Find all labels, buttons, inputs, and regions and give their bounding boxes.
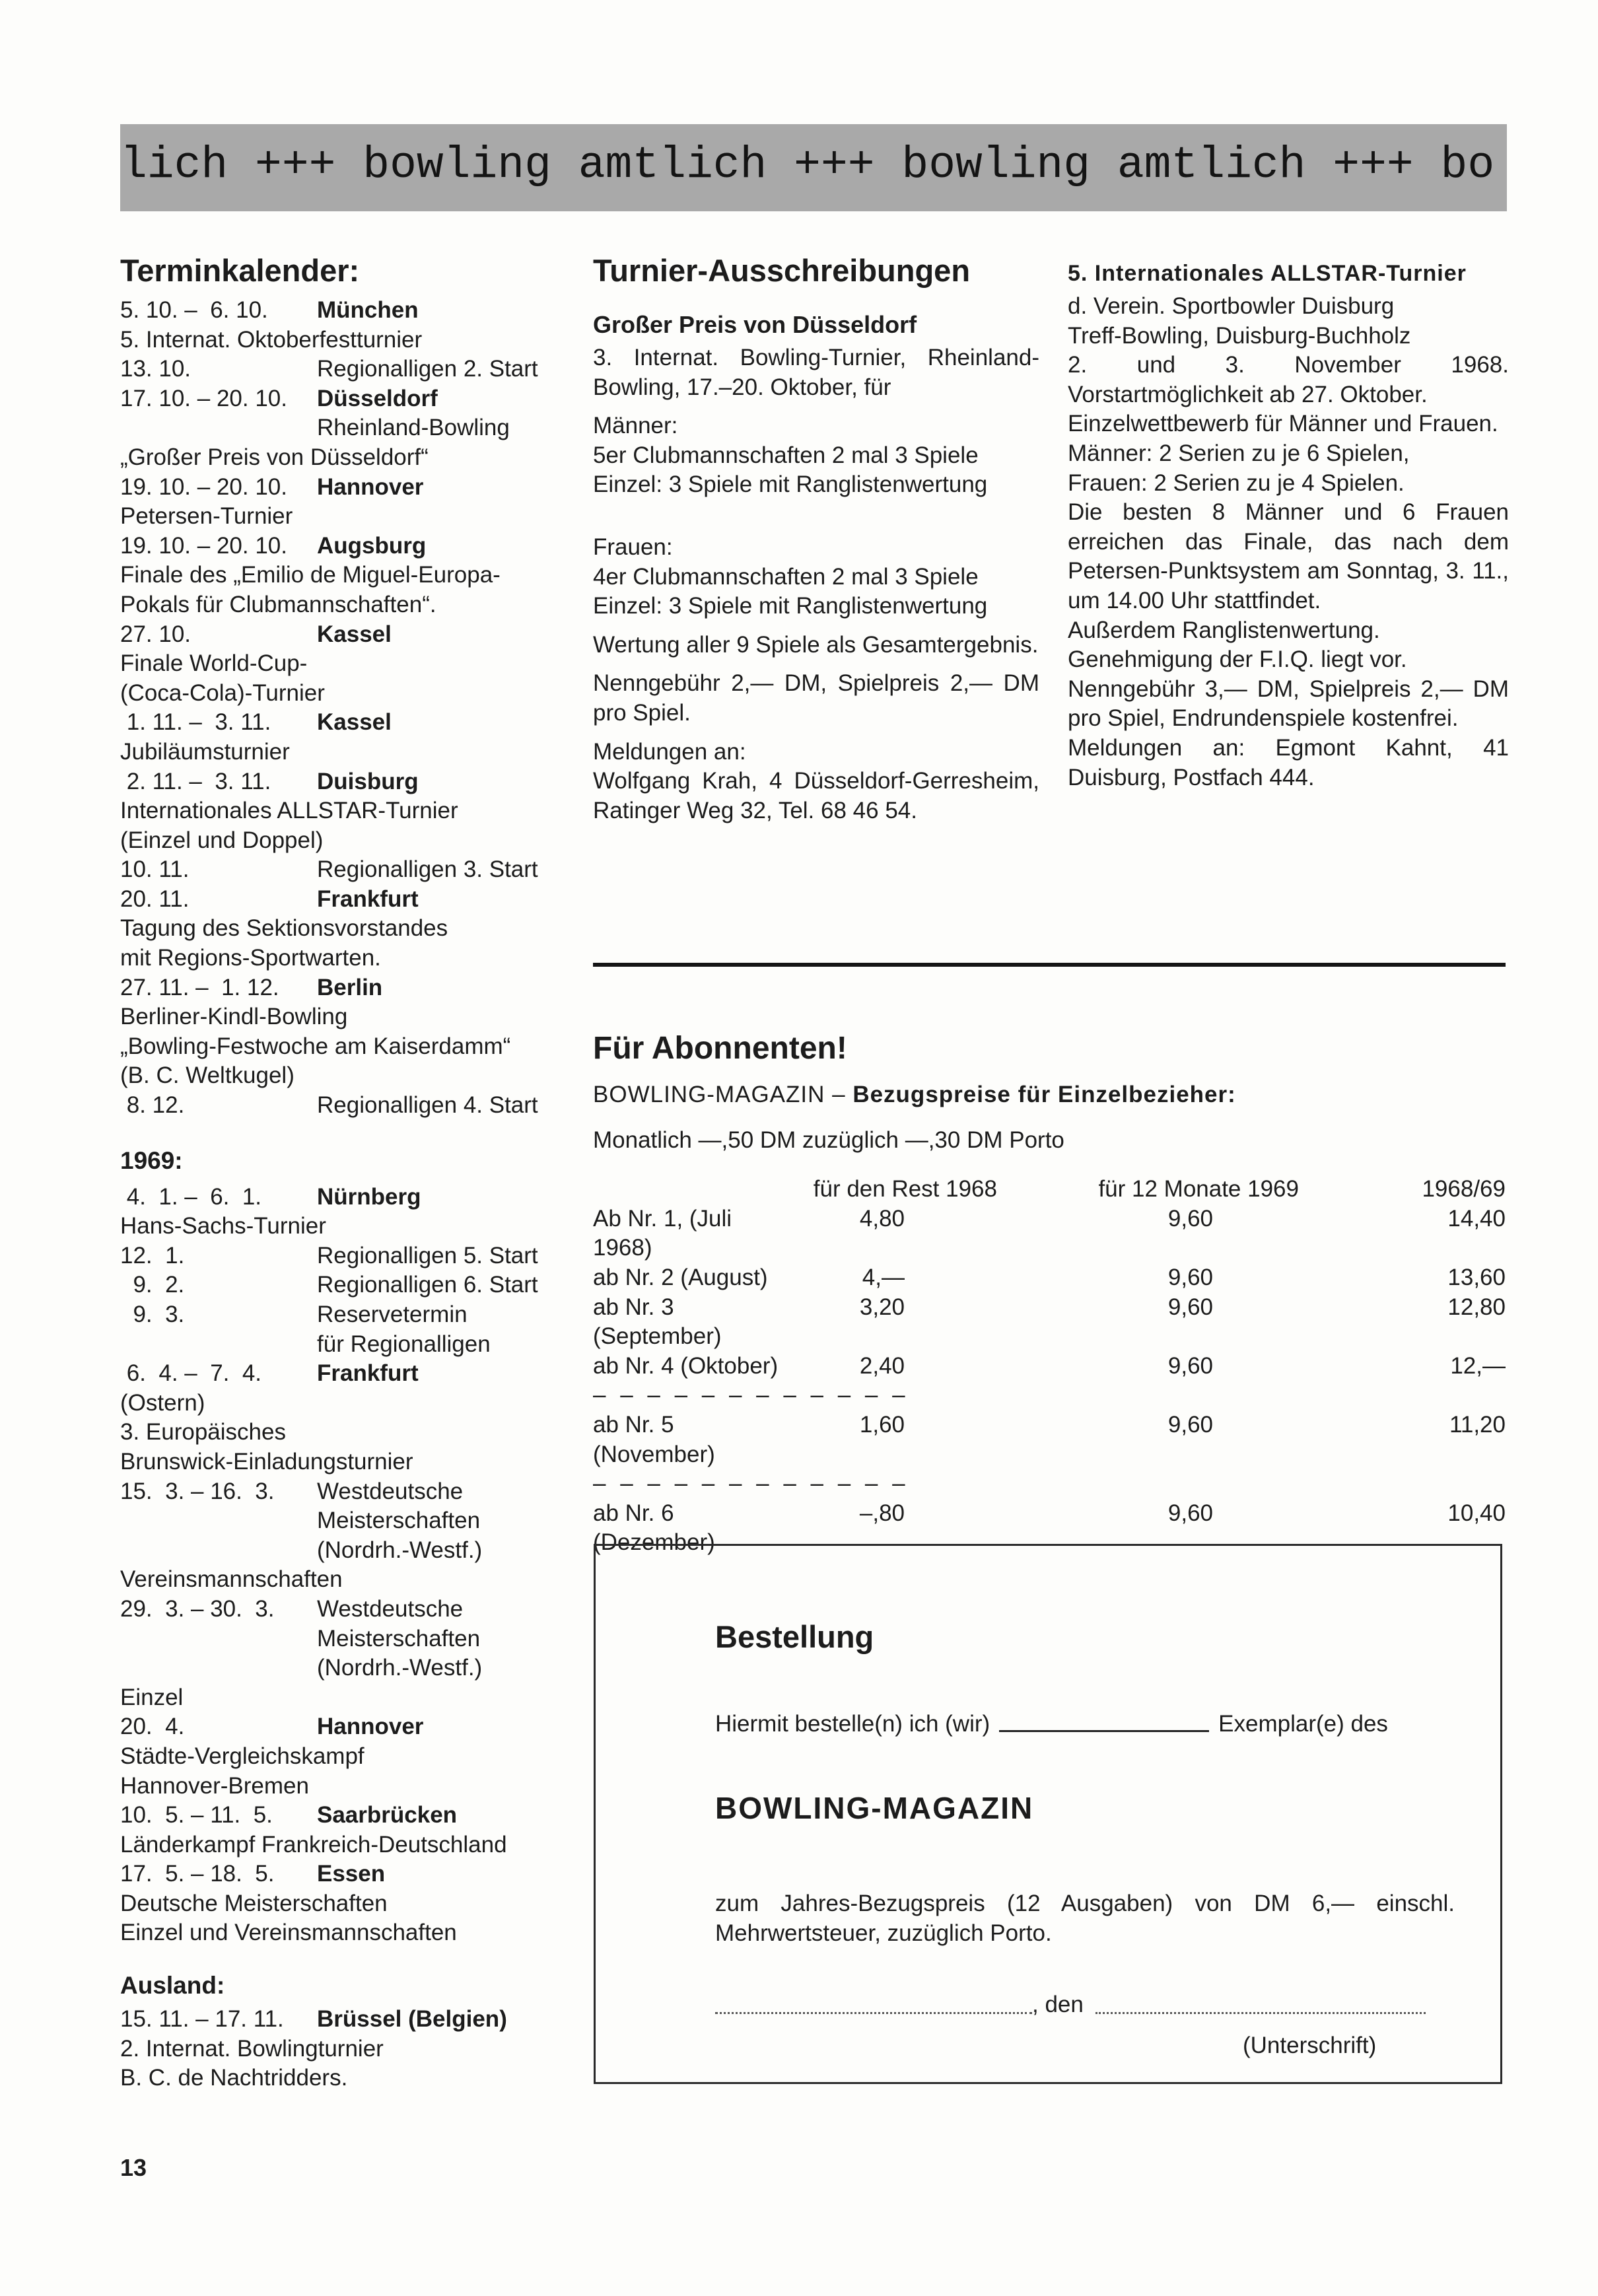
price-header-row: [593, 1175, 1506, 1204]
allstar-line: Frauen: 2 Serien zu je 4 Spielen.: [1068, 470, 1405, 496]
allstar-line: Die besten 8 Männer und 6 Frauen erreichen das Finale, das nach dem Petersen-Punktsystem am Sonntag, 3. 11., um 14.00 Uhr stattfindet.: [1068, 499, 1509, 613]
event-row: [120, 973, 569, 1003]
allstar-line: d. Verein. Sportbowler Duisburg: [1068, 293, 1395, 319]
event-date: 15. 11. – 17. 11.: [120, 2006, 284, 2033]
event-date: 20. 4.: [120, 1714, 185, 1740]
event-detail: Deutsche Meisterschaften: [120, 1890, 388, 1916]
event-place: Saarbrücken: [317, 1802, 458, 1828]
event-detail: Städte-Vergleichskampf: [120, 1743, 365, 1769]
price-cell-label: ab Nr. 2 (August): [593, 1264, 768, 1290]
event-detail: Petersen-Turnier: [120, 503, 293, 530]
event-date: 17. 10. – 20. 10.: [120, 385, 287, 411]
ausschreibungen-column: [593, 251, 1039, 825]
price-cell-total: 11,20: [1449, 1411, 1506, 1438]
event-date: 17. 5. – 18. 5.: [120, 1861, 275, 1887]
event-place: Frankfurt: [317, 886, 419, 912]
event-place: Essen: [317, 1861, 386, 1887]
order-terms: zum Jahres-Bezugspreis (12 Ausgaben) von DM 6,— einschl. Mehrwertsteuer, zuzüglich Porto.: [715, 1891, 1455, 1946]
event-date: 4. 1. – 6. 1.: [120, 1183, 262, 1210]
event-detail: Meisterschaften: [317, 1508, 481, 1534]
event-place: Frankfurt: [317, 1360, 419, 1387]
events-1969-list: [120, 1183, 569, 1948]
event-date: 15. 3. – 16. 3.: [120, 1478, 275, 1504]
event-row: [120, 1712, 569, 1742]
event-date: 27. 11. – 1. 12.: [120, 974, 279, 1000]
frauen-label: Frauen:: [593, 534, 673, 560]
event-row: [120, 1801, 569, 1830]
allstar-line: 2. und 3. November 1968. Vorstartmöglichkeit ab 27. Oktober.: [1068, 352, 1509, 407]
event-detail: Meisterschaften: [317, 1625, 481, 1652]
event-description: Reservetermin: [317, 1302, 468, 1327]
event-date: 29. 3. – 30. 3.: [120, 1595, 275, 1622]
event-date: 12. 1.: [120, 1242, 185, 1269]
signature-row: [715, 1992, 1426, 2018]
price-separator-row: [593, 1381, 1506, 1410]
allstar-line: Außerdem Ranglistenwertung.: [1068, 617, 1380, 643]
price-cell-label: ab Nr. 5 (November): [593, 1411, 715, 1467]
allstar-line: Genehmigung der F.I.Q. liegt vor.: [1068, 646, 1407, 673]
event-row: [120, 1183, 569, 1212]
event-row: [120, 1477, 569, 1507]
event-date: 1. 11. – 3. 11.: [120, 709, 271, 736]
event-row: [120, 1595, 569, 1624]
wertung-text: Wertung aller 9 Spiele als Gesamtergebnis.: [593, 631, 1039, 658]
event-detail: 3. Europäisches: [120, 1419, 286, 1445]
event-detail: Jubiläumsturnier: [120, 738, 290, 765]
event-row: [120, 1860, 569, 1889]
event-date: 20. 11.: [120, 886, 190, 912]
event-place: Augsburg: [317, 532, 427, 559]
place-field[interactable]: [715, 2012, 1032, 2014]
event-detail: (B. C. Weltkugel): [120, 1062, 295, 1089]
event-description: Westdeutsche: [317, 1595, 464, 1622]
event-place: Brüssel (Belgien): [317, 2006, 507, 2033]
event-row: [120, 1359, 569, 1389]
price-separator: – – – – – – – – – – – –: [593, 1382, 909, 1409]
quantity-field[interactable]: [999, 1730, 1209, 1732]
event-row: [120, 1091, 569, 1121]
price-column-header: 1968/69: [1422, 1176, 1506, 1202]
event-date: 10. 11.: [120, 856, 190, 883]
subhead-bold: Bezugspreise für Einzelbezieher:: [852, 1082, 1236, 1107]
price-cell-months: 9,60: [1167, 1205, 1213, 1232]
event-detail: für Regionalligen: [317, 1331, 491, 1357]
event-row: [120, 384, 569, 414]
event-detail: B. C. de Nachtridders.: [120, 2065, 348, 2091]
price-column-header: für 12 Monate 1969: [1098, 1176, 1299, 1202]
event-detail: Hans-Sachs-Turnier: [120, 1213, 326, 1239]
price-cell-label: ab Nr. 3 (September): [593, 1294, 722, 1350]
event-description: Westdeutsche: [317, 1478, 464, 1504]
allstar-line: Männer: 2 Serien zu je 6 Spielen,: [1068, 440, 1410, 466]
terminkalender-title: Terminkalender:: [120, 253, 360, 288]
price-cell-total: 12,80: [1447, 1294, 1506, 1320]
price-cell-months: 9,60: [1167, 1411, 1213, 1438]
event-detail: (Einzel und Doppel): [120, 827, 324, 853]
subhead-prefix: BOWLING-MAGAZIN –: [593, 1082, 853, 1107]
event-row: [120, 296, 569, 326]
price-cell-total: 13,60: [1447, 1264, 1506, 1290]
event-detail: Finale des „Emilio de Miguel-Europa-Pokals für Clubmannschaften“.: [120, 562, 501, 617]
allstar-line: Einzelwettbewerb für Männer und Frauen.: [1068, 411, 1498, 437]
price-cell-label: ab Nr. 4 (Oktober): [593, 1352, 779, 1379]
event-place: Hannover: [317, 473, 424, 500]
price-column-header: [593, 1175, 791, 1204]
price-table: [593, 1175, 1506, 1558]
price-cell-rest: 3,20: [859, 1294, 905, 1320]
event-detail: „Großer Preis von Düsseldorf“: [120, 444, 429, 470]
monthly-price: Monatlich —,50 DM zuzüglich —,30 DM Porto: [593, 1127, 1064, 1153]
event-place: Nürnberg: [317, 1183, 421, 1210]
nenngebuehr-text: Nenngebühr 2,— DM, Spielpreis 2,— DM pro Spiel.: [593, 670, 1039, 726]
event-description: Regionalligen 2. Start: [317, 356, 538, 382]
maenner-line: 5er Clubmannschaften 2 mal 3 Spiele: [593, 442, 979, 468]
event-detail: mit Regions-Sportwarten.: [120, 945, 381, 971]
event-description: Regionalligen 5. Start: [317, 1242, 538, 1269]
maenner-label: Männer:: [593, 413, 678, 439]
order-line: [715, 1711, 1388, 1737]
price-cell-total: 14,40: [1447, 1205, 1506, 1232]
event-detail: (Nordrh.-Westf.): [317, 1537, 483, 1563]
price-row: [593, 1410, 1506, 1469]
order-line-prefix: Hiermit bestelle(n) ich (wir): [715, 1711, 990, 1737]
event-date: 8. 12.: [120, 1092, 185, 1119]
date-signature-field[interactable]: [1095, 2012, 1426, 2014]
event-row: [120, 885, 569, 915]
price-column-header: für den Rest 1968: [813, 1176, 997, 1202]
event-row: [120, 855, 569, 885]
price-row: [593, 1204, 1506, 1263]
event-row: [120, 355, 569, 384]
event-place: Hannover: [317, 1714, 424, 1740]
event-detail: „Bowling-Festwoche am Kaiserdamm“: [120, 1033, 511, 1059]
ausland-events-list: [120, 2005, 569, 2093]
event-date: 27. 10.: [120, 621, 191, 647]
allstar-line: Nenngebühr 3,— DM, Spielpreis 2,— DM pro Spiel, Endrundenspiele kostenfrei.: [1068, 676, 1509, 732]
event-date: 13. 10.: [120, 356, 191, 382]
event-place: Düsseldorf: [317, 385, 438, 411]
abonnenten-section: [593, 1029, 1506, 1558]
magazine-name: BOWLING-MAGAZIN: [715, 1791, 1034, 1825]
event-detail: 2. Internat. Bowlingturnier: [120, 2035, 384, 2062]
event-detail: Rheinland-Bowling: [317, 415, 510, 441]
event-date: 19. 10. – 20. 10.: [120, 532, 287, 559]
price-cell-months: 9,60: [1167, 1264, 1213, 1290]
event-detail: Finale World-Cup-: [120, 650, 308, 677]
den-label: , den: [1032, 1992, 1084, 2017]
abonnenten-subhead: [593, 1080, 1506, 1110]
event-row: [120, 1300, 569, 1330]
event-row: [120, 708, 569, 738]
order-line-suffix: Exemplar(e) des: [1218, 1711, 1388, 1737]
event-date: 19. 10. – 20. 10.: [120, 473, 287, 500]
order-form: [594, 1544, 1502, 2084]
events-1968-list: [120, 296, 569, 1121]
price-cell-rest: 4,—: [862, 1264, 905, 1290]
frauen-line: 4er Clubmannschaften 2 mal 3 Spiele: [593, 563, 979, 590]
event-detail: Brunswick-Einladungsturnier: [120, 1448, 413, 1475]
price-row: [593, 1293, 1506, 1352]
event-row: [120, 532, 569, 561]
allstar-line: Meldungen an: Egmont Kahnt, 41 Duisburg, Postfach 444.: [1068, 734, 1509, 790]
allstar-column: [1068, 251, 1509, 792]
event-date: 9. 2.: [120, 1272, 185, 1298]
meldungen-label: Meldungen an:: [593, 738, 746, 765]
event-description: Regionalligen 3. Start: [317, 856, 538, 883]
price-cell-months: 9,60: [1167, 1352, 1213, 1379]
event-detail: Einzel: [120, 1684, 184, 1710]
event-detail: Länderkampf Frankreich-Deutschland: [120, 1831, 507, 1858]
meldungen-text: Wolfgang Krah, 4 Düsseldorf-Gerresheim, Ratinger Weg 32, Tel. 68 46 54.: [593, 768, 1039, 823]
event-description: Regionalligen 4. Start: [317, 1092, 538, 1119]
event-detail: Tagung des Sektionsvorstandes: [120, 915, 448, 942]
event-place: Berlin: [317, 974, 383, 1000]
frauen-line: Einzel: 3 Spiele mit Ranglistenwertung: [593, 593, 988, 619]
event-place: München: [317, 297, 419, 323]
event-detail: Einzel und Vereinsmannschaften: [120, 1920, 457, 1946]
event-date: 9. 3.: [120, 1302, 185, 1327]
event-detail: Internationales ALLSTAR-Turnier: [120, 798, 458, 824]
price-cell-months: 9,60: [1167, 1500, 1213, 1526]
event-detail: Vereinsmannschaften: [120, 1566, 343, 1593]
terminkalender-column: [120, 251, 569, 2093]
price-cell-total: 10,40: [1447, 1500, 1506, 1526]
event-detail: Berliner-Kindl-Bowling: [120, 1004, 348, 1030]
event-row: [120, 767, 569, 797]
price-cell-rest: 1,60: [859, 1411, 905, 1438]
event-detail: (Nordrh.-Westf.): [317, 1655, 483, 1681]
price-separator-row: [593, 1469, 1506, 1499]
ausschreibungen-title: Turnier-Ausschreibungen: [593, 253, 971, 288]
event-place: Duisburg: [317, 768, 419, 794]
event-row: [120, 620, 569, 650]
price-cell-rest: 4,80: [859, 1205, 905, 1232]
event-date: 2. 11. – 3. 11.: [120, 768, 271, 794]
event-place: Kassel: [317, 709, 392, 736]
price-cell-months: 9,60: [1167, 1294, 1213, 1320]
event-detail: Hannover-Bremen: [120, 1772, 309, 1799]
year-1969-heading: 1969:: [120, 1146, 183, 1174]
page-number: 13: [120, 2154, 147, 2181]
event-detail: (Ostern): [120, 1389, 205, 1416]
event-description: Regionalligen 6. Start: [317, 1272, 538, 1298]
tournament-intro: 3. Internat. Bowling-Turnier, Rheinland-Bowling, 17.–20. Oktober, für: [593, 345, 1039, 400]
price-cell-label: ab Nr. 6 (Dezember): [593, 1500, 715, 1556]
event-date: 10. 5. – 11. 5.: [120, 1802, 273, 1828]
ausland-heading: Ausland:: [120, 1972, 225, 2000]
header-banner: [120, 124, 1507, 211]
event-detail: (Coca-Cola)-Turnier: [120, 679, 325, 706]
maenner-line: Einzel: 3 Spiele mit Ranglistenwertung: [593, 471, 988, 498]
price-separator: – – – – – – – – – – – –: [593, 1471, 909, 1497]
order-title: Bestellung: [715, 1619, 874, 1654]
price-row: [593, 1352, 1506, 1381]
event-date: 5. 10. – 6. 10.: [120, 297, 268, 323]
price-cell-rest: –,80: [859, 1500, 905, 1526]
signature-label: (Unterschrift): [1243, 2033, 1377, 2058]
allstar-title: 5. Internationales ALLSTAR-Turnier: [1068, 261, 1467, 286]
grosser-preis-subtitle: Großer Preis von Düsseldorf: [593, 311, 917, 338]
allstar-line: Treff-Bowling, Duisburg-Buchholz: [1068, 322, 1411, 349]
event-row: [120, 473, 569, 503]
event-date: 6. 4. – 7. 4.: [120, 1360, 262, 1387]
event-row: [120, 1241, 569, 1271]
event-row: [120, 2005, 569, 2035]
abonnenten-title: Für Abonnenten!: [593, 1031, 847, 1066]
price-cell-label: Ab Nr. 1, (Juli 1968): [593, 1205, 732, 1261]
event-row: [120, 1270, 569, 1300]
banner-text: lich +++ bowling amtlich +++ bowling amtlich +++ bo: [120, 140, 1495, 191]
price-row: [593, 1263, 1506, 1293]
section-divider: [593, 963, 1506, 967]
event-place: Kassel: [317, 621, 392, 647]
event-detail: 5. Internat. Oktoberfestturnier: [120, 326, 423, 353]
price-cell-total: 12,—: [1450, 1352, 1506, 1379]
price-cell-rest: 2,40: [859, 1352, 905, 1379]
